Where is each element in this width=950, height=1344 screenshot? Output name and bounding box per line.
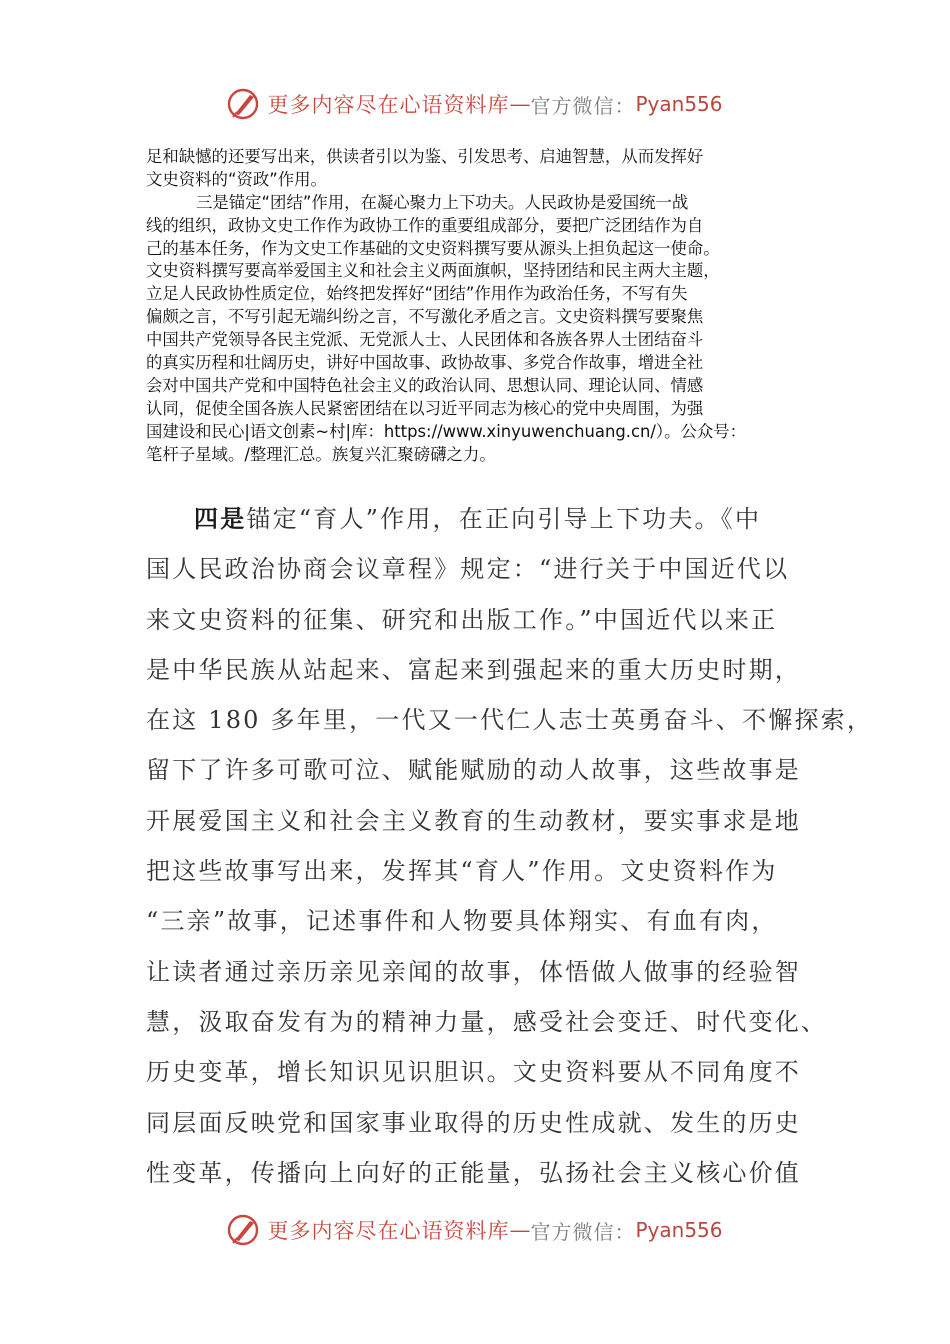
small-paragraph [146, 146, 810, 466]
banner-wechat-label: 官方微信： [530, 1219, 636, 1244]
banner-wechat-id: Pyan556 [635, 1218, 723, 1242]
large-line: 历史变革，增长知识见识胆识。文史资料要从不同角度不 [146, 1058, 801, 1087]
small-line: 国建设和民心|语文创素~村|库：https://www.xinyuwenchuang.cn/）。公众号： [146, 421, 747, 441]
large-line-text: 锚定“育人”作用，在正向引导上下功夫。《中 [246, 505, 762, 533]
banner-main-text: 更多内容尽在心语资料库 [267, 1219, 510, 1243]
small-line: 己的基本任务，作为文史工作基础的文史资料撰写要从源头上担负起这一使命。 [146, 238, 720, 258]
small-line: 立足人民政协性质定位，始终把发挥好“团结”作用作为政治任务，不写有失 [146, 284, 688, 304]
small-line: 认同，促使全国各族人民紧密团结在以习近平同志为核心的党中央周围，为强 [146, 398, 704, 418]
large-line: 开展爱国主义和社会主义教育的生动教材，要实事求是地 [146, 806, 801, 835]
small-line: 线的组织，政协文史工作作为政协工作的重要组成部分，要把广泛团结作为自 [146, 215, 704, 235]
small-line: 偏颇之言，不写引起无端纠纷之言，不写激化矛盾之言。文史资料撰写要聚焦 [146, 307, 704, 327]
footer-banner [0, 1210, 950, 1250]
banner-dash: — [509, 92, 531, 116]
small-line: 文史资料的“资政”作用。 [146, 169, 327, 189]
large-line: 在这 180 多年里，一代又一代仁人志士英勇奋斗、不懈探索， [146, 706, 874, 735]
small-line: 中国共产党领导各民主党派、无党派人士、人民团体和各族各界人士团结奋斗 [146, 330, 704, 350]
small-line: 笔杆子星域。/整理汇总。族复兴汇聚磅礴之力。 [146, 444, 496, 464]
large-line: 留下了许多可歌可泣、赋能赋励的动人故事，这些故事是 [146, 756, 801, 785]
small-line: 足和缺憾的还要写出来，供读者引以为鉴、引发思考、启迪智慧，从而发挥好 [146, 147, 704, 166]
large-line: 国人民政治协商会议章程》规定：“进行关于中国近代以 [146, 555, 790, 584]
banner-dash: — [509, 1218, 531, 1242]
banner-wechat-label: 官方微信： [530, 93, 636, 118]
large-line: 同层面反映党和国家事业取得的历史性成就、发生的历史 [146, 1108, 801, 1137]
large-line [146, 500, 846, 550]
large-line: 性变革，传播向上向好的正能量，弘扬社会主义核心价值 [146, 1158, 801, 1187]
large-line: 让读者通过亲历亲见亲闻的故事，体悟做人做事的经验智 [146, 957, 801, 986]
large-paragraph [146, 500, 874, 1204]
large-line: 是中华民族从站起来、富起来到强起来的重大历史时期， [146, 655, 801, 684]
small-line: 文史资料撰写要高举爱国主义和社会主义两面旗帜，坚持团结和民主两大主题， [146, 261, 720, 281]
banner-wechat-id: Pyan556 [635, 92, 723, 116]
quill-logo-icon [227, 1213, 261, 1247]
small-line: 的真实历程和壮阔历史，讲好中国故事、政协故事、多党合作故事，增进全社 [146, 353, 704, 373]
large-line: 把这些故事写出来，发挥其“育人”作用。文史资料作为 [146, 857, 778, 886]
header-banner [0, 84, 950, 124]
paragraph-lead-bold: 四是 [194, 504, 247, 533]
quill-logo-icon [227, 87, 261, 121]
small-line: 三是锚定“团结”作用，在凝心聚力上下功夫。人民政协是爱国统一战 [196, 192, 689, 212]
large-line: 慧，汲取奋发有为的精神力量，感受社会变迁、时代变化、 [146, 1007, 828, 1036]
small-line: 会对中国共产党和中国特色社会主义的政治认同、思想认同、理论认同、情感 [146, 375, 704, 395]
large-line: “三亲”故事，记述事件和人物要具体翔实、有血有肉， [146, 907, 778, 936]
large-line: 来文史资料的征集、研究和出版工作。”中国近代以来正 [146, 605, 778, 634]
banner-main-text: 更多内容尽在心语资料库 [267, 93, 510, 117]
